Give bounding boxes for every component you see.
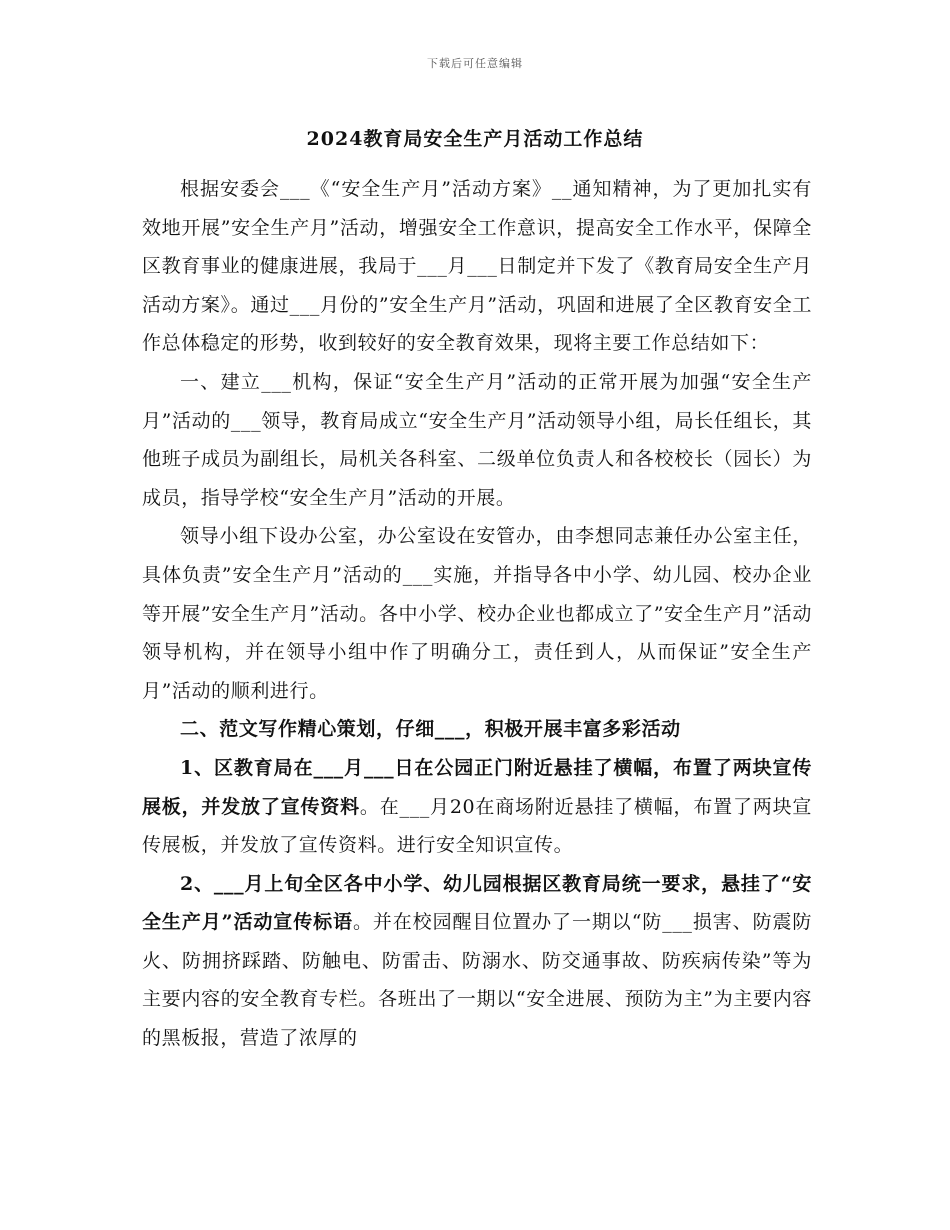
document-title: 2024教育局安全生产月活动工作总结 [306, 128, 644, 150]
paragraph-item-2 [142, 865, 812, 1058]
page-header: 下载后可任意编辑 [427, 57, 523, 70]
document-body [142, 170, 812, 1058]
paragraph-intro [142, 170, 812, 363]
paragraph-text: 一、建立___机构，保证“安全生产月”活动的正常开展为加强“安全生产月”活动的___领导，教育局成立“安全生产月”活动领导小组，局长任组长，其他班子成员为副组长，局机关各科室、二级单位负责人和各校校长（园长）为成员，指导学校“安全生产月”活动的开展。 [142, 370, 812, 509]
paragraph-text: 。在___月20在商场附近悬挂了横幅，布置了两块宣传展板，并发放了宣传资料。进行安全知识宣传。 [142, 795, 812, 857]
section-heading-2 [142, 710, 812, 749]
paragraph-text: 领导小组下设办公室，办公室设在安管办，由李想同志兼任办公室主任，具体负责”安全生产月”活动的___实施，并指导各中小学、幼儿园、校办企业等开展”安全生产月”活动。各中小学、校办企业也都成立了”安全生产月”活动领导机构，并在领导小组中作了明确分工，责任到人，从而保证”安全生产月”活动的顺利进行。 [142, 525, 812, 702]
paragraph-office [142, 517, 812, 710]
bold-lead-text: 1、区教育局在___月___日在公园正门附近悬挂了横幅，布置了两块宣传展板，并发放了宣传资料 [142, 756, 812, 818]
bold-heading-text: 二、范文写作精心策划，仔细___，积极开展丰富多彩活动 [180, 718, 681, 741]
paragraph-text: 根据安委会___《“安全生产月”活动方案》__通知精神，为了更加扎实有效地开展”安全生产月”活动，增强安全工作意识，提高安全工作水平，保障全区教育事业的健康进展，我局于___月___日制定并下发了《教育局安全生产月活动方案》。通过___月份的”安全生产月”活动，巩固和进展了全区教育安全工作总体稳定的形势，收到较好的安全教育效果，现将主要工作总结如下： [142, 178, 812, 355]
paragraph-item-1 [142, 749, 812, 865]
bold-lead-text: 2、___月上旬全区各中小学、幼儿园根据区教育局统一要求，悬挂了“安全生产月”活动宣传标语 [142, 872, 812, 934]
paragraph-text: 。并在校园醒目位置办了一期以“防___损害、防震防火、防拥挤踩踏、防触电、防雷击、防溺水、防交通事故、防疾病传染”等为主要内容的安全教育专栏。各班出了一期以“安全进展、预防为主”为主要内容的黑板报，营造了浓厚的 [142, 911, 813, 1050]
paragraph-section-1 [142, 363, 812, 517]
